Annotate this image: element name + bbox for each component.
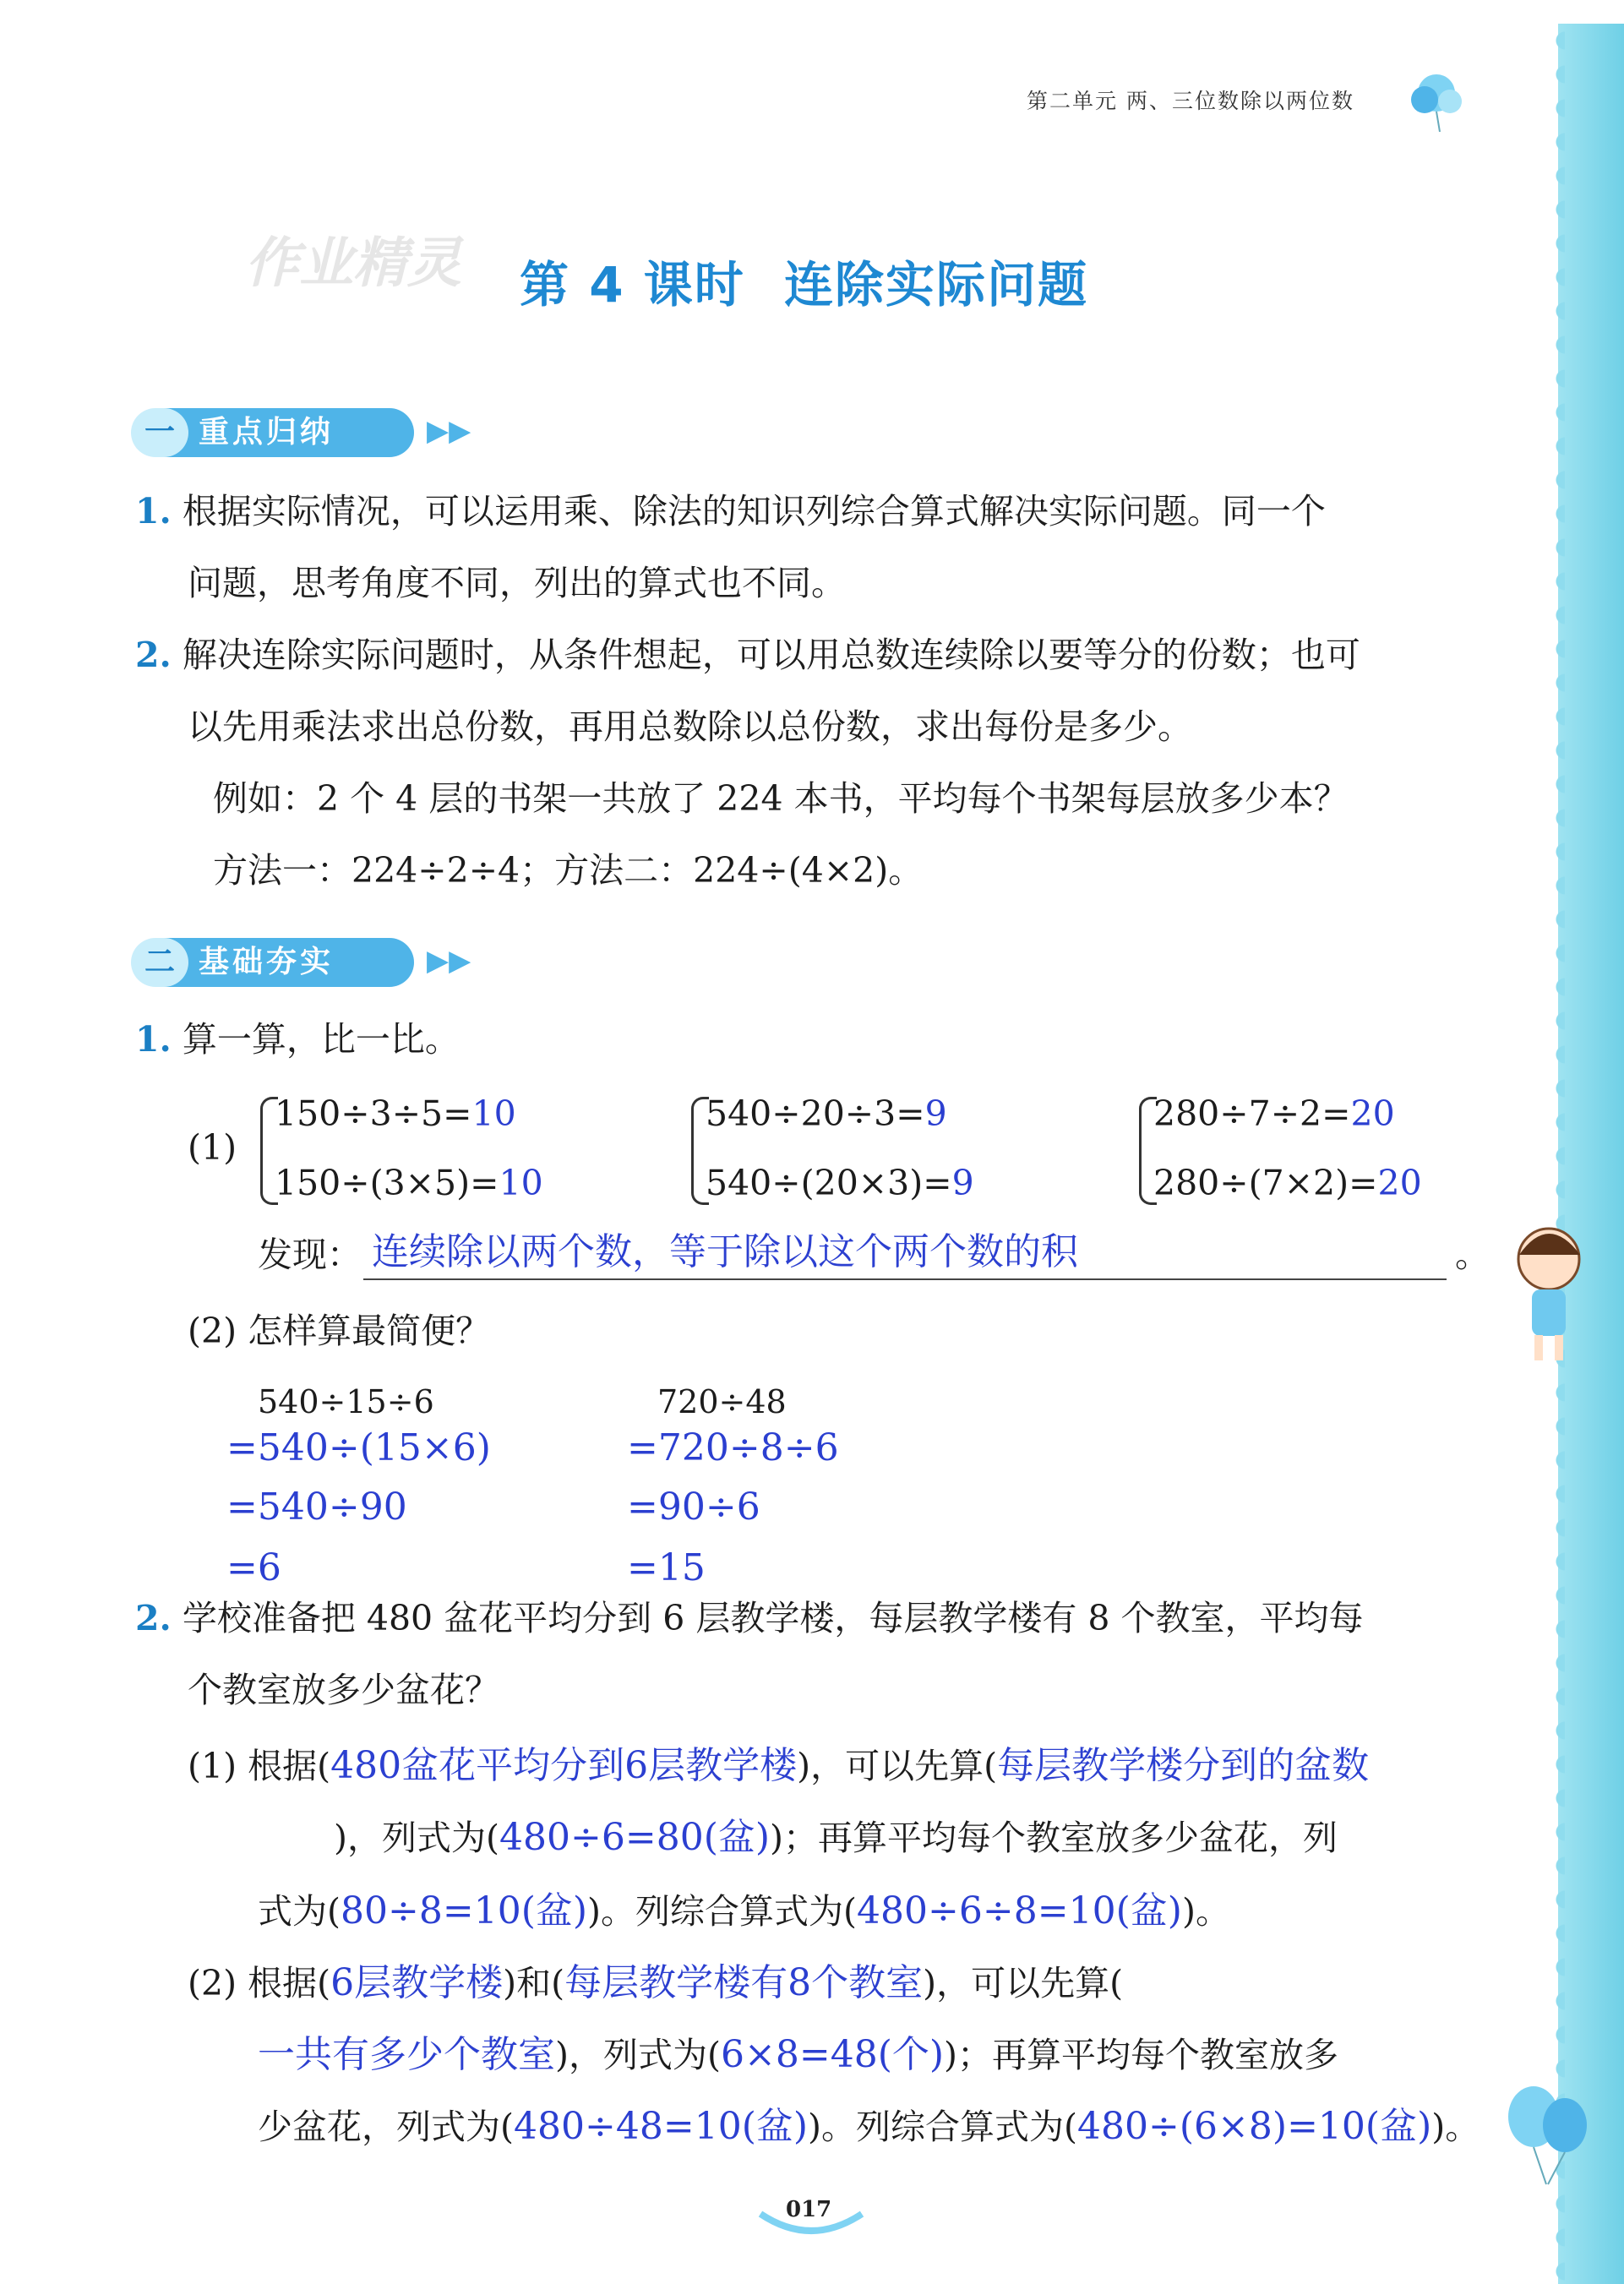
- handwritten-answer: 每层教学楼有8个教室: [564, 1961, 924, 2004]
- text: 少盆花，列式为(: [258, 2107, 514, 2147]
- lesson-title: 连除实际问题: [784, 256, 1089, 313]
- calc-row: [275, 1093, 516, 1134]
- text: )和(: [503, 1963, 565, 2003]
- discover-end: 。: [1455, 1235, 1490, 1275]
- calc-expr: 540÷20÷3=: [706, 1093, 925, 1134]
- band-scallop-edge: [1546, 24, 1565, 2284]
- handwritten-answer: 480÷6=80(盆): [499, 1816, 771, 1859]
- handwritten-answer: 9: [924, 1093, 947, 1134]
- item-number: 2.: [135, 635, 172, 675]
- section-number: 二: [131, 938, 188, 987]
- question-text: 学校准备把 480 盆花平均分到 6 层教学楼，每层教学楼有 8 个教室，平均每: [182, 1598, 1364, 1638]
- q2p2-line3: [258, 2105, 1480, 2148]
- calc-row: [706, 1093, 947, 1134]
- balloon-icon: [1403, 66, 1472, 135]
- text: )。列综合算式为(: [587, 1891, 858, 1932]
- section-tag-basics: [139, 938, 414, 987]
- answer-underline: [363, 1278, 1447, 1280]
- key-point-2-line2: 以先用乘法求出总份数，再用总数除以总份数，求出每份是多少。: [188, 706, 1192, 747]
- balloons-icon: [1496, 2079, 1597, 2189]
- discover-label: 发现：: [258, 1235, 362, 1275]
- calc2-step: =720÷8÷6: [627, 1426, 839, 1469]
- handwritten-answer: 480÷6÷8=10(盆): [857, 1889, 1182, 1932]
- text: )。列综合算式为(: [808, 2107, 1078, 2147]
- example-text: 例如：2 个 4 层的书架一共放了 224 本书，平均每个书架每层放多少本？: [213, 778, 1349, 819]
- text: (1) 根据(: [188, 1746, 331, 1786]
- calc2-step: =15: [627, 1546, 706, 1589]
- section-label: 重点归纳: [199, 415, 335, 450]
- text: )；再算平均每个教室放多少盆花，列: [770, 1818, 1338, 1858]
- discover-answer: 连续除以两个数，等于除以这个两个数的积: [372, 1230, 1078, 1273]
- key-point-2: [135, 635, 1360, 675]
- item-text: 解决连除实际问题时，从条件想起，可以用总数连续除以要等分的份数；也可: [182, 635, 1360, 675]
- handwritten-answer: 480÷(6×8)=10(盆): [1077, 2105, 1432, 2148]
- handwritten-answer: 80÷8=10(盆): [341, 1889, 588, 1932]
- double-arrow-icon: ▶▶: [427, 944, 471, 978]
- handwritten-answer: 6层教学楼: [330, 1961, 504, 2004]
- handwritten-answer: 6×8=48(个): [721, 2033, 945, 2076]
- text: 式为(: [258, 1891, 341, 1932]
- calc-row: [1153, 1093, 1395, 1134]
- page-number: 017: [786, 2197, 832, 2222]
- calc-expr: 280÷7÷2=: [1153, 1093, 1351, 1134]
- handwritten-answer: 20: [1350, 1093, 1395, 1134]
- calc1-expr: 540÷15÷6: [258, 1383, 434, 1420]
- calc1-step: =6: [226, 1546, 281, 1589]
- text: (2) 根据(: [188, 1963, 331, 2003]
- calc2-step: =90÷6: [627, 1485, 760, 1529]
- text: )，列式为(: [555, 2035, 721, 2075]
- key-point-1-line2: 问题，思考角度不同，列出的算式也不同。: [188, 563, 846, 603]
- q2p2-line1: [188, 1961, 1124, 2004]
- question-number: 1.: [135, 1019, 172, 1060]
- text: )，可以先算(: [797, 1746, 998, 1786]
- lesson-number: 第 4 课时: [520, 256, 745, 313]
- watermark: 作业精灵: [245, 232, 461, 295]
- handwritten-answer: 一共有多少个教室: [258, 2033, 555, 2076]
- q2p1-line1: [188, 1744, 1370, 1787]
- part-1-label: (1): [188, 1127, 237, 1168]
- key-point-1: [135, 491, 1326, 531]
- double-arrow-icon: ▶▶: [427, 414, 471, 448]
- text: )；再算平均每个教室放多: [944, 2035, 1339, 2075]
- part-2-label: (2) 怎样算最简便？: [188, 1311, 491, 1351]
- calc-row: [1153, 1163, 1422, 1203]
- text: )。: [1181, 1891, 1230, 1932]
- calc-expr: 280÷(7×2)=: [1153, 1163, 1378, 1203]
- q2p1-line2: [334, 1816, 1338, 1859]
- calc-row: [706, 1163, 974, 1203]
- calc2-expr: 720÷48: [657, 1383, 787, 1420]
- calc-expr: 150÷(3×5)=: [275, 1163, 499, 1203]
- item-number: 1.: [135, 491, 172, 531]
- example-methods: 方法一：224÷2÷4；方法二：224÷(4×2)。: [213, 850, 924, 891]
- calc-expr: 540÷(20×3)=: [706, 1163, 952, 1203]
- handwritten-answer: 10: [471, 1093, 516, 1134]
- section-number: 一: [131, 408, 188, 457]
- calc-expr: 150÷3÷5=: [275, 1093, 472, 1134]
- calc-row: [275, 1163, 543, 1203]
- question-1: [135, 1019, 460, 1060]
- text: )，可以先算(: [923, 1963, 1124, 2003]
- question-2: [135, 1598, 1364, 1638]
- question-text: 算一算，比一比。: [182, 1019, 460, 1060]
- q2p1-line3: [258, 1889, 1230, 1932]
- handwritten-answer: 9: [951, 1163, 974, 1203]
- text: )，列式为(: [334, 1818, 499, 1858]
- handwritten-answer: 480盆花平均分到6层教学楼: [330, 1744, 798, 1787]
- handwritten-answer: 每层教学楼分到的盆数: [997, 1744, 1370, 1787]
- calc1-step: =540÷90: [226, 1485, 407, 1529]
- item-text: 根据实际情况，可以运用乘、除法的知识列综合算式解决实际问题。同一个: [182, 491, 1326, 531]
- handwritten-answer: 10: [499, 1163, 543, 1203]
- question-number: 2.: [135, 1598, 172, 1638]
- cartoon-girl-icon: [1502, 1217, 1595, 1369]
- section-label: 基础夯实: [199, 945, 335, 979]
- section-tag-key-points: [139, 408, 414, 457]
- handwritten-answer: 480÷48=10(盆): [514, 2105, 809, 2148]
- text: )。: [1431, 2107, 1480, 2147]
- right-decorative-band: [1558, 24, 1624, 2284]
- q2p2-line2: [258, 2033, 1339, 2076]
- handwritten-answer: 20: [1377, 1163, 1422, 1203]
- calc1-step: =540÷(15×6): [226, 1426, 491, 1469]
- question-2-line2: 个教室放多少盆花？: [188, 1670, 499, 1710]
- unit-header: 第二单元 两、三位数除以两位数: [1027, 89, 1354, 113]
